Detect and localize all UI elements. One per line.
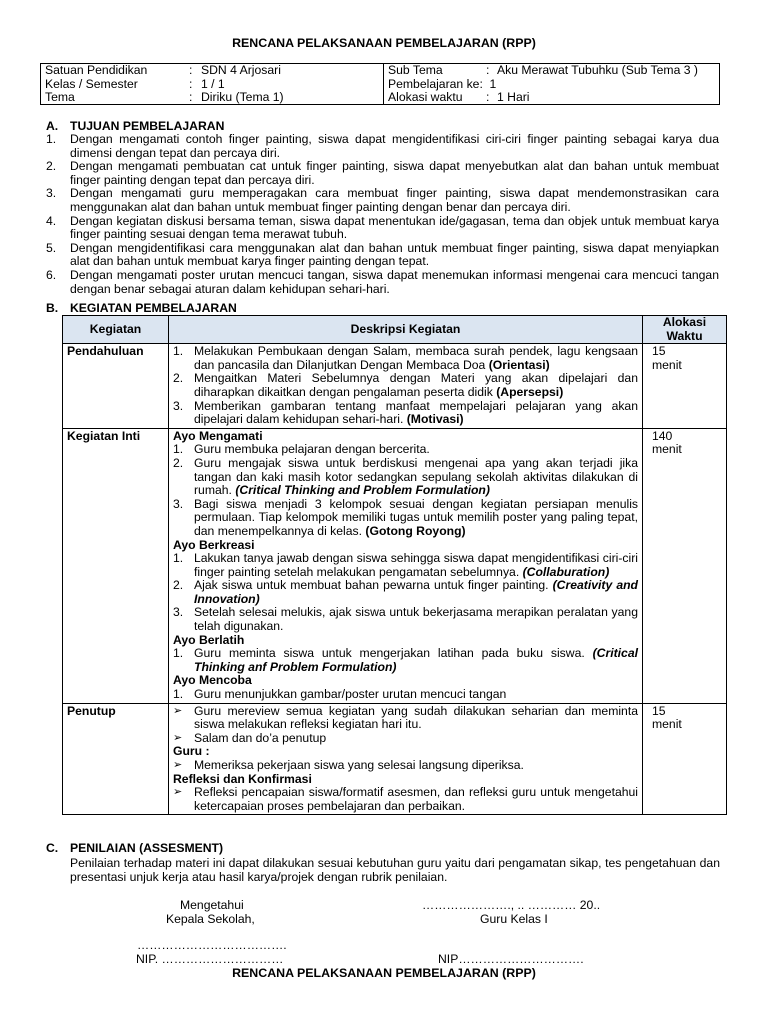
item-text: Dengan mengidentifikasi cara menggunakan alat dan bahan untuk membuat finger painting, siswa dapat menyiapkan alat dan bahan untuk membuat karya finger painting dengan tepat. <box>70 240 719 269</box>
item-number: 3. <box>173 496 184 511</box>
time-value: 15 <box>652 344 666 359</box>
item-text: Setelah selesai melukis, ajak siswa untuk bekerjasama merapikan peralatan yang telah digunakan. <box>194 605 638 634</box>
item-text: Guru mereview semua kegiatan yang sudah dilakukan seharian dan meminta siswa melakukan refleksi kegiatan hari itu. <box>194 703 638 732</box>
item-tag: (Gotong Royong) <box>365 523 466 538</box>
time-value: 15 <box>652 703 666 718</box>
item-number: 2. <box>173 455 184 470</box>
list-item <box>173 688 638 702</box>
subhead-refleksi: Refleksi dan Konfirmasi <box>173 771 312 786</box>
item-tag: (Critical Thinking and Problem Formulation) <box>235 483 490 498</box>
list-item <box>173 457 638 498</box>
identity-row-satuan <box>45 64 379 78</box>
item-number: 1. <box>173 646 184 661</box>
list-item <box>173 759 638 773</box>
penutup-list-3 <box>173 786 638 813</box>
separator: : <box>189 90 193 104</box>
mencoba-list <box>173 688 638 702</box>
item-tag: (Orientasi) <box>488 357 550 372</box>
item-body: Melakukan Pembukaan dengan Salam, membaca surah pendek, lagu kengsaan dan pancasila dan Dilanjutkan Dengan Membaca Doa <box>194 344 638 372</box>
item-number: 3. <box>46 186 57 201</box>
item-number: 1. <box>173 687 184 702</box>
value-pembelajaran-ke: 1 <box>489 76 497 91</box>
signature-date-line: …………………., .. ………… 20.. <box>422 898 601 912</box>
list-item <box>173 372 638 399</box>
item-body: Ajak siswa untuk membuat bahan pewarna untuk finger painting. <box>194 578 549 593</box>
item-text: Dengan mengamati pembuatan cat untuk finger painting, siswa dapat menyebutkan alat dan bahan untuk membuat finger painting dengan tepat dan percaya diri. <box>70 159 719 187</box>
item-text: Guru membuka pelajaran dengan bercerita. <box>194 442 430 457</box>
section-title: TUJUAN PEMBELAJARAN <box>70 119 225 133</box>
time-unit: menit <box>652 357 682 372</box>
list-item <box>173 400 638 427</box>
identity-left-column <box>41 64 384 104</box>
table-row-pendahuluan <box>63 344 727 429</box>
item-text <box>194 400 638 427</box>
item-text: Guru menunjukkan gambar/poster urutan mencuci tangan <box>194 687 507 702</box>
item-body: Guru meminta siswa untuk mengerjakan latihan pada buku siswa. <box>194 646 585 661</box>
section-c-heading <box>46 841 223 855</box>
berkreasi-list <box>173 552 638 634</box>
identity-row-pembelajaran <box>388 78 715 92</box>
time-value: 140 <box>652 428 673 443</box>
subhead-ayo-mencoba: Ayo Mencoba <box>173 673 252 688</box>
item-number: 1. <box>173 551 184 566</box>
header-alokasi-line2: Waktu <box>666 328 703 343</box>
signature-kepala-sekolah: Kepala Sekolah, <box>166 912 255 926</box>
section-title: PENILAIAN (ASSESMENT) <box>70 841 224 855</box>
item-body: Memberikan gambaran tentang manfaat mempelajari pelajaran yang akan dipelajari dalam kehidupan sehari-hari. <box>194 398 638 427</box>
separator: : <box>479 76 483 91</box>
signature-nip-guru: NIP…………………………. <box>438 952 584 966</box>
identity-right-column <box>384 64 719 104</box>
stage-kegiatan-inti: Kegiatan Inti <box>63 428 169 703</box>
item-text <box>194 647 638 674</box>
section-letter: B. <box>46 301 59 315</box>
label-pembelajaran-ke: Pembelajaran ke <box>388 76 480 91</box>
identity-row-kelas <box>45 78 379 92</box>
item-number: 4. <box>46 213 57 228</box>
item-text <box>194 498 638 539</box>
separator: : <box>486 90 490 104</box>
section-letter: C. <box>46 841 59 855</box>
list-item <box>173 732 638 746</box>
arrow-bullet-icon: ➢ <box>173 786 183 799</box>
list-item <box>173 579 638 606</box>
identity-box <box>40 63 720 105</box>
item-text: Dengan mengamati poster urutan mencuci tangan, siswa dapat menemukan informasi mengenai cara mencuci tangan dengan benar sebagai aturan dalam kehidupan sehari-hari. <box>70 267 719 296</box>
header-alokasi <box>643 316 727 344</box>
label-tema: Tema <box>45 90 75 104</box>
item-text: Refleksi pencapaian siswa/formatif asesmen, dan refleksi guru untuk mengetahui ketercapaian proses pembelajaran dan perbaikan. <box>194 785 638 813</box>
table-row-inti <box>63 428 727 703</box>
time-penutup <box>643 703 727 815</box>
item-body: Guru mengajak siswa untuk berdiskusi mengenai apa yang akan terjadi jika tangan dan kaki masih kotor sedangkan sepulang sekolah aktivitas dilakukan di rumah. <box>194 455 638 498</box>
desc-pendahuluan <box>169 344 643 429</box>
item-body: Lakukan tanya jawab dengan siswa sehingga siswa dapat mengidentifikasi ciri-ciri finger painting setelah melakukan pengamatan sebelumnya. <box>194 551 638 579</box>
value-satuan-pendidikan: SDN 4 Arjosari <box>201 63 281 77</box>
value-alokasi-waktu: 1 Hari <box>497 90 530 104</box>
item-number: 3. <box>173 398 184 413</box>
subhead-ayo-berlatih: Ayo Berlatih <box>173 632 245 647</box>
list-item <box>173 786 638 813</box>
value-tema: Diriku (Tema 1) <box>201 90 284 104</box>
stage-penutup: Penutup <box>63 703 169 815</box>
time-pendahuluan <box>643 344 727 429</box>
item-number: 1. <box>173 344 184 359</box>
separator: : <box>189 63 193 77</box>
item-text <box>194 345 638 372</box>
list-item <box>46 133 719 160</box>
time-unit: menit <box>652 717 682 732</box>
item-number: 2. <box>46 159 57 174</box>
list-item <box>46 187 719 214</box>
penutup-list-2 <box>173 759 638 773</box>
item-text <box>194 372 638 399</box>
identity-row-tema <box>45 91 379 105</box>
subhead-guru: Guru : <box>173 744 210 759</box>
list-item <box>46 160 719 187</box>
table-header-row <box>63 316 727 344</box>
tujuan-list <box>46 133 719 296</box>
list-item <box>173 345 638 372</box>
item-body: Bagi siswa menjadi 3 kelompok sesuai dengan kegiatan persiapan menulis permulaan. Tiap kelompok memiliki tugas untuk memilih poster yang paling tepat, dan menempelkannya di kelas. <box>194 496 638 538</box>
item-tag: (Motivasi) <box>406 412 464 427</box>
label-satuan-pendidikan: Satuan Pendidikan <box>45 63 148 77</box>
signature-mengetahui: Mengetahui <box>180 898 244 912</box>
item-tag: (Creativity and Innovation) <box>194 578 638 606</box>
header-deskripsi: Deskripsi Kegiatan <box>169 316 643 344</box>
section-letter: A. <box>46 119 59 133</box>
list-item <box>173 552 638 579</box>
separator: : <box>486 63 490 77</box>
item-number: 3. <box>173 605 184 620</box>
item-body: Mengaitkan Materi Sebelumnya dengan Materi yang akan dipelajari dan diharapkan dikaitkan dengan pengalaman peserta didik <box>194 371 638 399</box>
document-title: RENCANA PELAKSANAAN PEMBELAJARAN (RPP) <box>232 36 536 50</box>
section-title: KEGIATAN PEMBELAJARAN <box>70 301 237 315</box>
item-text <box>194 552 638 579</box>
item-number: 2. <box>173 371 184 386</box>
value-sub-tema: Aku Merawat Tubuhku (Sub Tema 3 ) <box>497 63 698 77</box>
item-text <box>194 579 638 606</box>
separator: : <box>189 76 193 91</box>
desc-penutup <box>169 703 643 815</box>
time-unit: menit <box>652 442 682 457</box>
header-kegiatan: Kegiatan <box>63 316 169 344</box>
item-number: 1. <box>46 132 57 146</box>
item-text: Memeriksa pekerjaan siswa yang selesai langsung diperiksa. <box>194 758 524 772</box>
list-item <box>173 498 638 539</box>
item-text: Dengan mengamati guru memperagakan cara membuat finger painting, siswa dapat mendemonstrasikan cara menggunakan alat dan bahan untuk membuat finger painting dengan benar dan percaya diri. <box>70 186 719 214</box>
item-tag: (Critical Thinking anf Problem Formulation) <box>194 646 638 674</box>
list-item <box>173 705 638 732</box>
pendahuluan-list <box>173 345 638 427</box>
desc-kegiatan-inti <box>169 428 643 703</box>
arrow-bullet-icon: ➢ <box>173 759 183 771</box>
penutup-list-1 <box>173 705 638 746</box>
kegiatan-table <box>62 315 727 815</box>
label-sub-tema: Sub Tema <box>388 63 443 77</box>
signature-name-line: ………………………………. <box>137 938 287 952</box>
list-item <box>46 215 719 242</box>
item-text: Dengan kegiatan diskusi bersama teman, siswa dapat menentukan ide/gagasan, tema dan objek untuk membuat karya finger painting sesuai dengan tema merawat tubuh. <box>70 213 719 242</box>
list-item <box>173 443 638 457</box>
item-number: 6. <box>46 267 57 282</box>
berlatih-list <box>173 647 638 674</box>
item-number: 1. <box>173 442 184 457</box>
list-item <box>173 647 638 674</box>
label-alokasi-waktu: Alokasi waktu <box>388 90 463 104</box>
signature-guru-kelas: Guru Kelas I <box>480 912 548 926</box>
subhead-ayo-berkreasi: Ayo Berkreasi <box>173 537 255 552</box>
item-text: Salam dan do’a penutup <box>194 730 327 745</box>
list-item <box>173 606 638 633</box>
list-item <box>46 269 719 296</box>
signature-nip-kepala: NIP. ………………………… <box>136 952 284 966</box>
item-text: Dengan mengamati contoh finger painting, siswa dapat mengidentifikasi ciri-ciri finger painting sebagai karya dua dimensi dengan tepat dan percaya diri. <box>70 132 719 160</box>
identity-row-alokasi <box>388 91 715 105</box>
item-text <box>194 457 638 498</box>
arrow-bullet-icon: ➢ <box>173 731 183 744</box>
header-alokasi-line1: Alokasi <box>662 315 707 329</box>
time-kegiatan-inti <box>643 428 727 703</box>
section-b-heading <box>46 301 237 315</box>
stage-pendahuluan: Pendahuluan <box>63 344 169 429</box>
list-item <box>46 242 719 269</box>
value-kelas-semester: 1 / 1 <box>201 76 225 91</box>
label-kelas-semester: Kelas / Semester <box>45 76 138 91</box>
arrow-bullet-icon: ➢ <box>173 704 183 717</box>
item-tag: (Apersepsi) <box>496 384 564 399</box>
item-number: 5. <box>46 240 57 255</box>
identity-row-subtema <box>388 64 715 78</box>
item-tag: (Collaburation) <box>522 564 610 579</box>
section-a-heading <box>46 119 224 133</box>
penilaian-paragraph: Penilaian terhadap materi ini dapat dilakukan sesuai kebutuhan guru yaitu dari pengamatan sikap, tes pengetahuan dan presentasi unjuk kerja atau hasil karya/projek dengan rubrik penilaian. <box>70 856 720 884</box>
mengamati-list <box>173 443 638 538</box>
subhead-ayo-mengamati: Ayo Mengamati <box>173 428 263 443</box>
table-row-penutup <box>63 703 727 815</box>
footer-title: RENCANA PELAKSANAAN PEMBELAJARAN (RPP) <box>232 966 536 980</box>
item-number: 2. <box>173 578 184 593</box>
